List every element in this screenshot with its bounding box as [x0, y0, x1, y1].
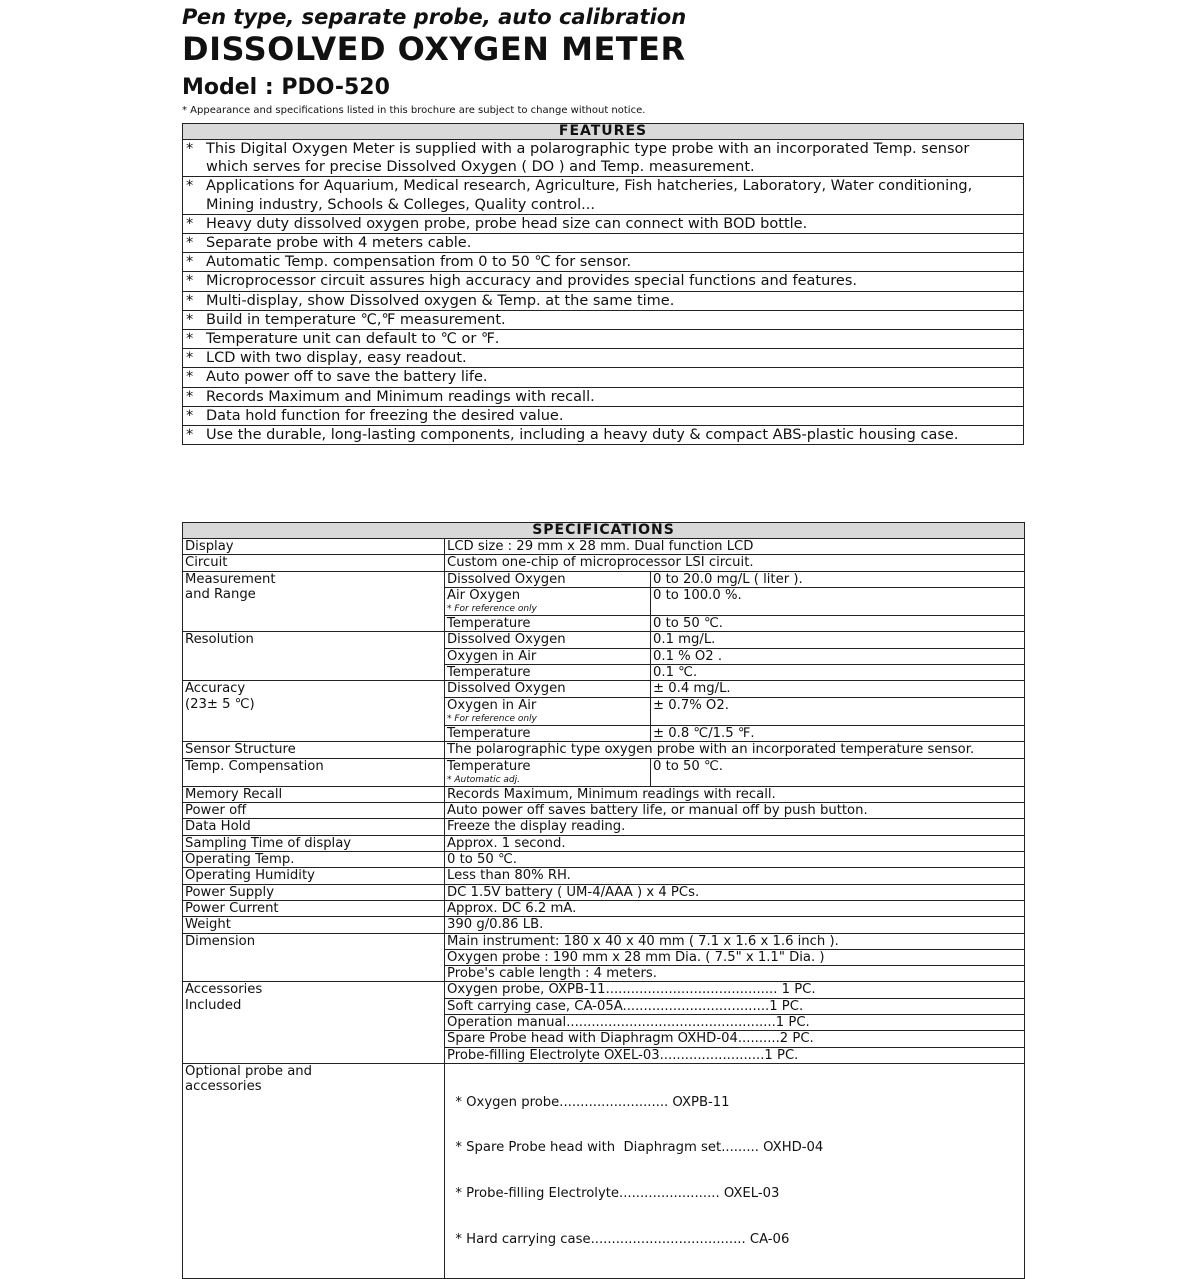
table-row — [183, 819, 1025, 835]
spec-label-line: and Range — [185, 586, 256, 602]
spec-value: Oxygen probe : 190 mm x 28 mm Dia. ( 7.5" x 1.1" Dia. ) — [445, 949, 1025, 965]
spec-value: 0.1 % O2 . — [651, 648, 1025, 664]
table-row — [183, 571, 1025, 587]
bullet: * — [186, 369, 194, 386]
table-row — [183, 933, 1025, 949]
bullet: * — [186, 215, 194, 232]
table-row — [183, 786, 1025, 802]
spec-sublabel: Temperature — [445, 665, 651, 681]
spec-label: Temp. Compensation — [183, 758, 445, 786]
table-row — [183, 681, 1025, 697]
feature-text: LCD with two display, easy readout. — [206, 350, 467, 367]
disclaimer-note: * Appearance and specifications listed in this brochure are subject to change without notice. — [182, 105, 646, 116]
feature-item — [183, 140, 1024, 177]
spec-sublabel: Temperature — [445, 616, 651, 632]
spec-value: Auto power off saves battery life, or manual off by push button. — [445, 803, 1025, 819]
spec-value: Operation manual..................................................1 PC. — [445, 1015, 1025, 1031]
feature-text: Separate probe with 4 meters cable. — [206, 235, 472, 252]
bullet: * — [186, 235, 194, 252]
spec-value: ± 0.7% O2. — [651, 697, 1025, 725]
spec-sublabel: Dissolved Oxygen — [445, 571, 651, 587]
table-row — [183, 803, 1025, 819]
spec-label: Power Supply — [183, 884, 445, 900]
bullet: * — [186, 141, 194, 157]
bullet: * — [186, 254, 194, 271]
bullet: * — [186, 427, 194, 444]
bullet: * — [186, 273, 194, 290]
bullet: * — [186, 331, 194, 348]
feature-text: Build in temperature ℃,℉ measurement. — [206, 311, 506, 328]
feature-text: Records Maximum and Minimum readings with recall. — [206, 388, 595, 405]
feature-item — [183, 387, 1024, 406]
feature-item — [183, 330, 1024, 349]
spec-value: Records Maximum, Minimum readings with recall. — [445, 786, 1025, 802]
feature-item — [183, 349, 1024, 368]
table-row — [183, 982, 1025, 998]
spec-sublabel: Dissolved Oxygen — [445, 681, 651, 697]
spec-value: DC 1.5V battery ( UM-4/AAA ) x 4 PCs. — [445, 884, 1025, 900]
spec-label: Resolution — [183, 632, 445, 681]
spec-label-line: Included — [185, 997, 242, 1013]
specifications-heading: SPECIFICATIONS — [183, 523, 1025, 539]
feature-text: Auto power off to save the battery life. — [206, 369, 488, 386]
spec-label: Operating Humidity — [183, 868, 445, 884]
table-row — [183, 1063, 1025, 1278]
spec-sublabel: Dissolved Oxygen — [445, 632, 651, 648]
spec-value: ± 0.8 ℃/1.5 ℉. — [651, 725, 1025, 741]
optional-item: * Oxygen probe.......................... OXPB-11 — [447, 1094, 730, 1110]
table-row — [183, 835, 1025, 851]
spec-sublabel: Temperature — [445, 725, 651, 741]
spec-sublabel-text: Oxygen in Air — [447, 697, 537, 713]
bullet: * — [186, 311, 194, 328]
spec-value: Less than 80% RH. — [445, 868, 1025, 884]
bullet: * — [186, 388, 194, 405]
spec-label: Display — [183, 539, 445, 555]
feature-item — [183, 368, 1024, 387]
table-row — [183, 555, 1025, 571]
spec-sublabel: Oxygen in Air — [445, 648, 651, 664]
spec-label — [183, 681, 445, 742]
feature-text: This Digital Oxygen Meter is supplied with a polarographic type probe with an incorporated Temp. sensor which serves for precise Dissolved Oxygen ( DO ) and Temp. measurement. — [206, 141, 970, 176]
spec-value: Soft carrying case, CA-05A...................................1 PC. — [445, 998, 1025, 1014]
optional-item: * Spare Probe head with Diaphragm set......... OXHD-04 — [447, 1140, 824, 1156]
spec-value: ± 0.4 mg/L. — [651, 681, 1025, 697]
reference-note: * For reference only — [447, 604, 537, 615]
spec-label-line: accessories — [185, 1079, 262, 1095]
table-row — [183, 868, 1025, 884]
spec-label: Power off — [183, 803, 445, 819]
page-title: DISSOLVED OXYGEN METER — [182, 30, 686, 68]
table-row — [183, 742, 1025, 758]
specifications-table — [182, 522, 1025, 1279]
spec-label: Circuit — [183, 555, 445, 571]
features-heading: FEATURES — [183, 124, 1024, 140]
spec-value: 390 g/0.86 LB. — [445, 917, 1025, 933]
spec-value: Custom one-chip of microprocessor LSI circuit. — [445, 555, 1025, 571]
table-row — [183, 917, 1025, 933]
spec-sublabel — [445, 697, 651, 725]
spec-value: Probe's cable length : 4 meters. — [445, 966, 1025, 982]
spec-value: Spare Probe head with Diaphragm OXHD-04..........2 PC. — [445, 1031, 1025, 1047]
table-row — [183, 632, 1025, 648]
spec-label — [183, 982, 445, 1063]
feature-item — [183, 406, 1024, 425]
spec-value: 0 to 50 ℃. — [445, 852, 1025, 868]
feature-item — [183, 310, 1024, 329]
feature-text: Applications for Aquarium, Medical research, Agriculture, Fish hatcheries, Laboratory, Water conditioning, Mining industry, Schools & Colleges, Quality control... — [206, 178, 973, 213]
spec-sublabel — [445, 758, 651, 786]
spec-value: 0 to 20.0 mg/L ( liter ). — [651, 571, 1025, 587]
spec-label: Sensor Structure — [183, 742, 445, 758]
table-row — [183, 758, 1025, 786]
bullet: * — [186, 350, 194, 367]
spec-value: Oxygen probe, OXPB-11......................................... 1 PC. — [445, 982, 1025, 998]
spec-value: Main instrument: 180 x 40 x 40 mm ( 7.1 x 1.6 x 1.6 inch ). — [445, 933, 1025, 949]
spec-label: Weight — [183, 917, 445, 933]
spec-value: Probe-filling Electrolyte OXEL-03.........................1 PC. — [445, 1047, 1025, 1063]
table-row — [183, 539, 1025, 555]
optional-item: * Probe-filling Electrolyte........................ OXEL-03 — [447, 1186, 780, 1202]
spec-label: Sampling Time of display — [183, 835, 445, 851]
feature-item — [183, 291, 1024, 310]
automatic-note: * Automatic adj. — [447, 774, 520, 785]
feature-text: Microprocessor circuit assures high accuracy and provides special functions and features. — [206, 273, 857, 290]
spec-label: Data Hold — [183, 819, 445, 835]
model-number: Model : PDO-520 — [182, 75, 390, 100]
spec-value: 0 to 50 ℃. — [651, 758, 1025, 786]
spec-value — [445, 1063, 1025, 1278]
bullet: * — [186, 178, 194, 195]
spec-value: Freeze the display reading. — [445, 819, 1025, 835]
table-row — [183, 884, 1025, 900]
optional-item: * Hard carrying case..................................... CA-06 — [447, 1232, 790, 1248]
spec-sublabel — [445, 587, 651, 615]
spec-label-line: (23± 5 ℃) — [185, 696, 255, 712]
feature-item — [183, 177, 1024, 214]
spec-label: Dimension — [183, 933, 445, 982]
feature-item — [183, 272, 1024, 291]
spec-label — [183, 571, 445, 632]
header — [182, 4, 1022, 118]
spec-value: 0.1 ℃. — [651, 665, 1025, 681]
reference-note: * For reference only — [447, 713, 537, 724]
spec-label-line: Accessories — [185, 982, 263, 998]
spec-sublabel-text: Air Oxygen — [447, 587, 521, 603]
spec-label-line: Optional probe and — [185, 1063, 313, 1079]
subtitle: Pen type, separate probe, auto calibration — [182, 5, 687, 29]
feature-text: Heavy duty dissolved oxygen probe, probe head size can connect with BOD bottle. — [206, 215, 808, 232]
spec-label-line: Measurement — [185, 571, 276, 587]
spec-value: LCD size : 29 mm x 28 mm. Dual function LCD — [445, 539, 1025, 555]
spec-value: 0.1 mg/L. — [651, 632, 1025, 648]
feature-text: Data hold function for freezing the desired value. — [206, 407, 564, 424]
spec-label: Operating Temp. — [183, 852, 445, 868]
feature-text: Temperature unit can default to ℃ or ℉. — [206, 331, 500, 348]
feature-text: Use the durable, long-lasting components, including a heavy duty & compact ABS-plastic housing case. — [206, 427, 959, 444]
feature-item — [183, 234, 1024, 253]
features-table — [182, 123, 1024, 445]
spec-label-line: Accuracy — [185, 681, 246, 697]
bullet: * — [186, 407, 194, 424]
spec-value: The polarographic type oxygen probe with an incorporated temperature sensor. — [445, 742, 1025, 758]
feature-text: Multi-display, show Dissolved oxygen & Temp. at the same time. — [206, 292, 675, 309]
feature-text: Automatic Temp. compensation from 0 to 50 ℃ for sensor. — [206, 254, 632, 271]
feature-item — [183, 426, 1024, 445]
spec-value: Approx. DC 6.2 mA. — [445, 900, 1025, 916]
spec-value: Approx. 1 second. — [445, 835, 1025, 851]
feature-item — [183, 214, 1024, 233]
feature-item — [183, 253, 1024, 272]
spec-value: 0 to 100.0 %. — [651, 587, 1025, 615]
bullet: * — [186, 292, 194, 309]
table-row — [183, 900, 1025, 916]
table-row — [183, 852, 1025, 868]
spec-label: Power Current — [183, 900, 445, 916]
spec-sublabel-text: Temperature — [447, 758, 531, 774]
spec-label — [183, 1063, 445, 1278]
spec-label: Memory Recall — [183, 786, 445, 802]
spec-value: 0 to 50 ℃. — [651, 616, 1025, 632]
